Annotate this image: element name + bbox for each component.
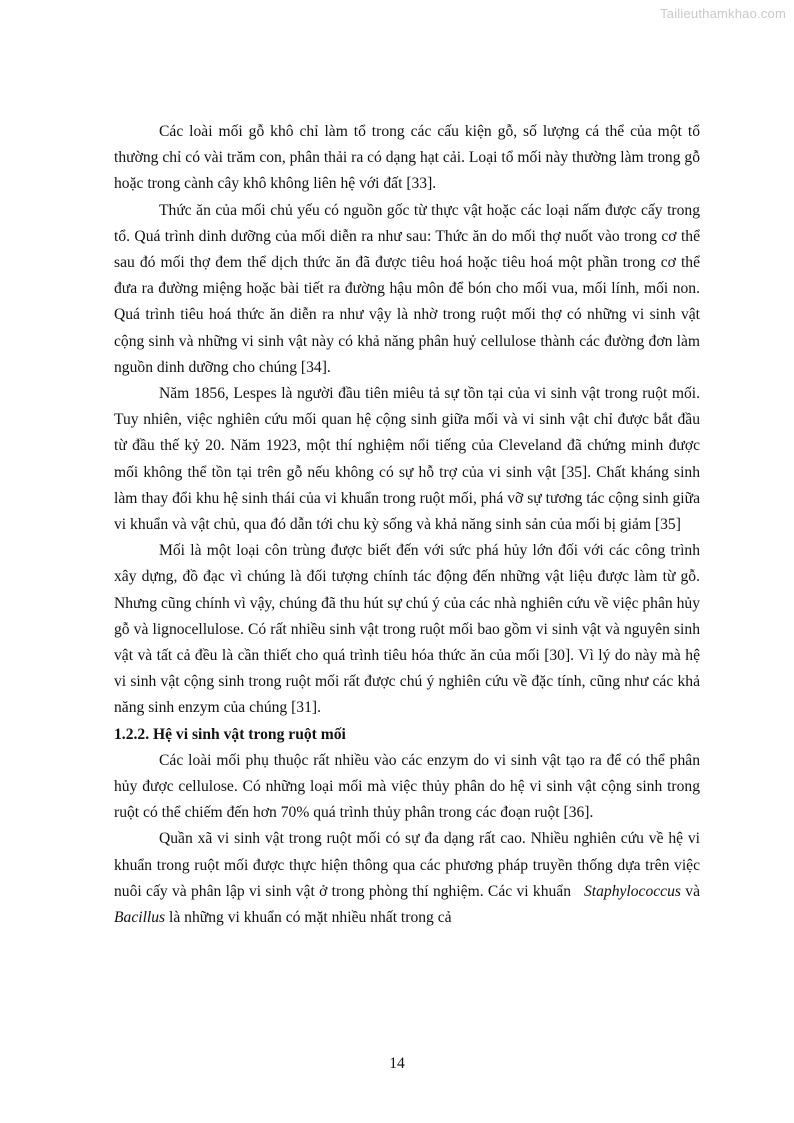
section-heading: 1.2.2. Hệ vi sinh vật trong ruột mối xyxy=(114,725,346,743)
paragraph: Mối là một loại côn trùng được biết đến với sức phá hủy lớn đối với các công trình xây dựng, đồ đạc vì chúng là đối tượng chính tác động đến những vật liệu được làm từ gỗ. Nhưng cũng chính vì vậy, chúng đã thu hút sự chú ý của các nhà nghiên cứu về việc phân hủy gỗ và lignocellulose. Có rất nhiều sinh vật trong ruột mối bao gồm vi sinh vật và nguyên sinh vật và tất cả đều là cần thiết cho quá trình tiêu hóa thức ăn của mối [30]. Vì lý do này mà hệ vi sinh vật cộng sinh trong ruột mối rất được chú ý nghiên cứu về đặc tính, cũng như các khả năng sinh enzym của chúng [31]. xyxy=(114,542,700,717)
paragraph-last xyxy=(114,826,700,931)
paragraph: Các loài mối gỗ khô chỉ làm tổ trong các cấu kiện gỗ, số lượng cá thể của một tổ thường chỉ có vài trăm con, phân thải ra có dạng hạt cải. Loại tổ mối này thường làm trong gỗ hoặc trong cành cây khô không liên hệ với đất [33]. xyxy=(114,123,700,193)
paragraph: Các loài mối phụ thuộc rất nhiều vào các enzym do vi sinh vật tạo ra để có thể phân hủy được cellulose. Có những loại mối mà việc thủy phân do hệ vi sinh vật cộng sinh trong ruột có thể chiếm đến hơn 70% quá trình thủy phân trong các đoạn ruột [36]. xyxy=(114,751,700,822)
document-body xyxy=(114,119,700,931)
text-run: là những vi khuẩn có mặt nhiều nhất trong cả xyxy=(169,909,452,927)
text-run: Quần xã vi sinh vật trong ruột mối có sự đa dạng rất cao. Nhiều nghiên cứu về hệ vi khuẩn trong ruột mối được thực hiện thông qua các phương pháp truyền thống dựa trên việc nuôi cấy và phân lập vi sinh vật ở trong phòng thí nghiệm. Các vi khuẩn xyxy=(114,830,700,900)
paragraph: Năm 1856, Lespes là người đầu tiên miêu tả sự tồn tại của vi sinh vật trong ruột mối. Tuy nhiên, việc nghiên cứu mối quan hệ cộng sinh giữa mối và vi sinh vật chỉ được bắt đầu từ đầu thế kỷ 20. Năm 1923, một thí nghiệm nổi tiếng của Cleveland đã chứng minh được mối không thể tồn tại trên gỗ nếu không có sự hỗ trợ của vi sinh vật [35]. Chất kháng sinh làm thay đổi khu hệ sinh thái của vi khuẩn trong ruột mối, phá vỡ sự tương tác cộng sinh giữa vi khuẩn và vật chủ, qua đó dẫn tới chu kỳ sống và khả năng sinh sản của mối bị giảm [35] xyxy=(114,385,700,534)
genus-name: Bacillus xyxy=(114,909,166,927)
paragraph: Thức ăn của mối chủ yếu có nguồn gốc từ thực vật hoặc các loại nấm được cấy trong tổ. Quá trình dinh dưỡng của mối diễn ra như sau: Thức ăn do mối thợ nuốt vào trong cơ thể sau đó mối thợ đem thể dịch thức ăn đã được tiêu hoá hoặc tiêu hoá một phần trong cơ thể đưa ra đường miệng hoặc bài tiết ra đường hậu môn để bón cho mối vua, mối lính, mối non. Quá trình tiêu hoá thức ăn diễn ra như vậy là nhờ trong ruột mối thợ có những vi sinh vật cộng sinh và những vi sinh vật này có khả năng phân huỷ cellulose thành các đường đơn làm nguồn dinh dưỡng cho chúng [34]. xyxy=(114,201,700,376)
watermark: Tailieuthamkhao.com xyxy=(660,6,786,21)
page-number: 14 xyxy=(389,1055,405,1072)
text-run: và xyxy=(685,882,700,900)
genus-name: Staphylococcus xyxy=(583,882,681,900)
